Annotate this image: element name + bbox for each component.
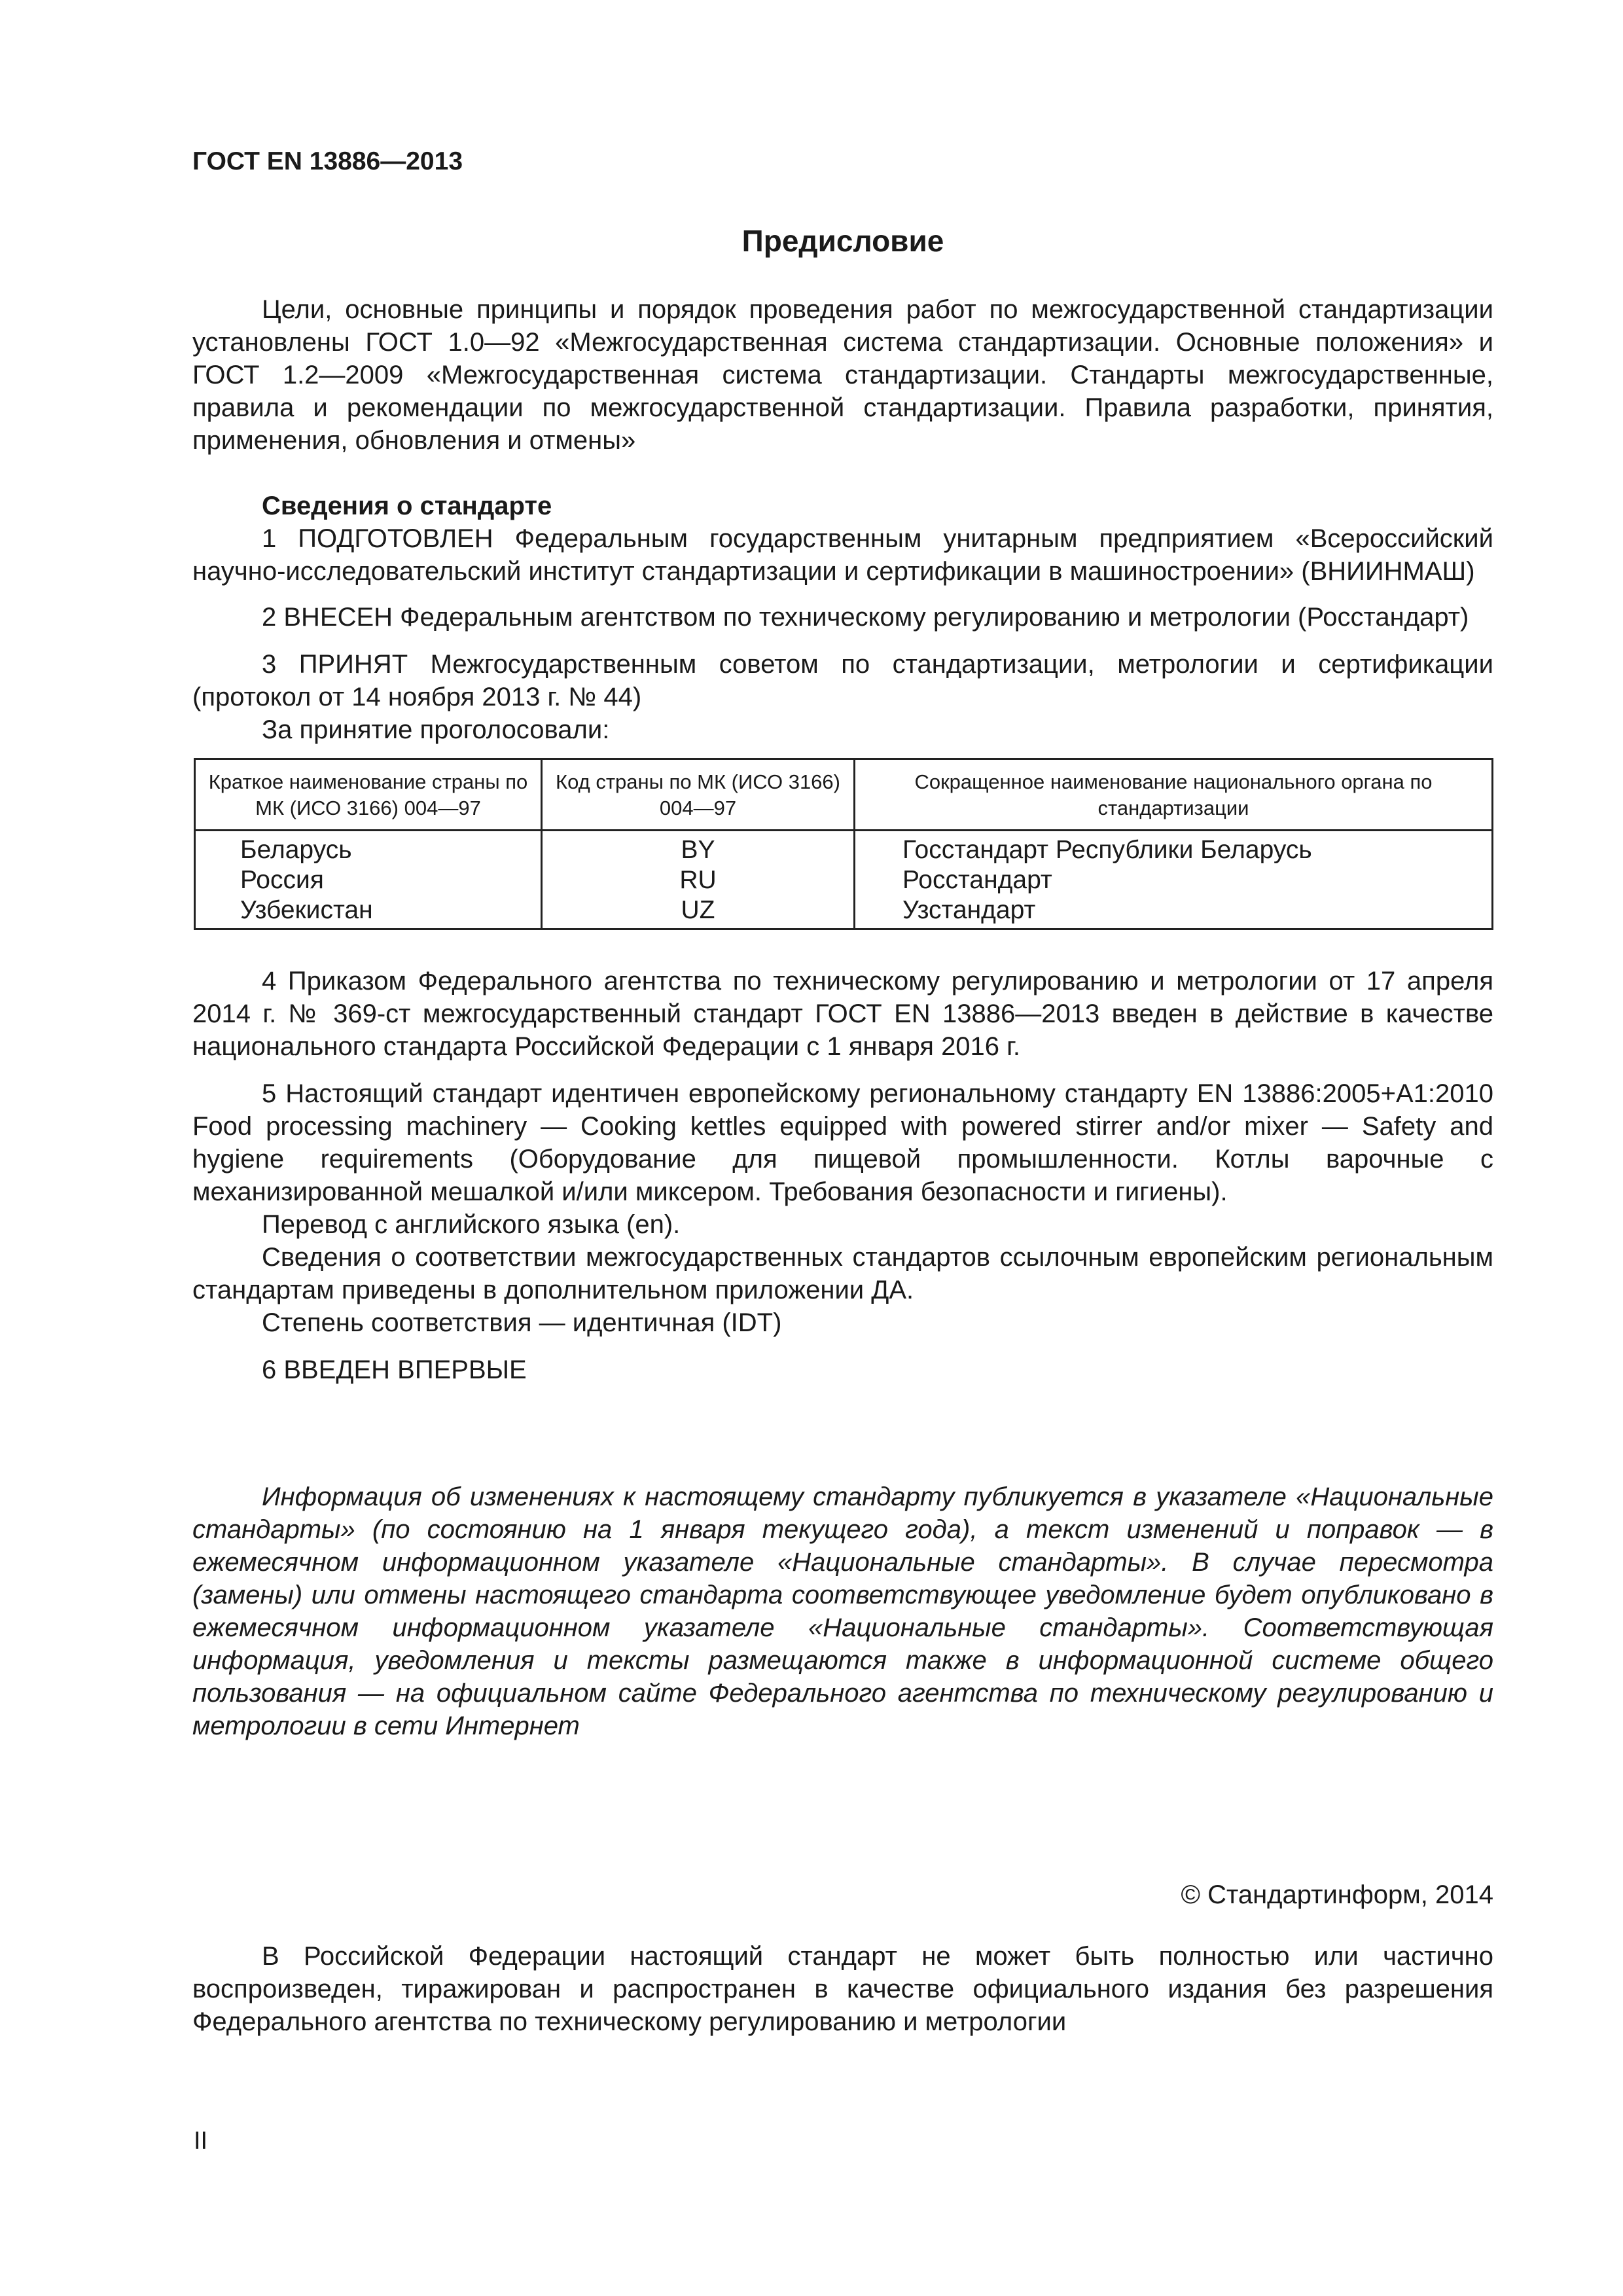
conformity-info: Сведения о соответствии межгосударственных стандартов ссылочным европейским региональным стандартам приведены в дополнительном приложении ДА. bbox=[192, 1243, 1493, 1304]
table-row bbox=[195, 865, 1493, 895]
standard-info-section bbox=[192, 490, 1493, 588]
country-code: UZ bbox=[542, 895, 855, 929]
table-header-country: Краткое наименование страны по МК (ИСО 3166) 004—97 bbox=[195, 759, 542, 831]
table-header-body: Сокращенное наименование национального органа по стандартизации bbox=[855, 759, 1493, 831]
standards-body: Госстандарт Республики Беларусь bbox=[855, 835, 1493, 865]
country-code: RU bbox=[542, 865, 855, 895]
info-item-3: 3 ПРИНЯТ Межгосударственным советом по стандартизации, метрологии и сертификации (протокол от 14 ноября 2013 г. № 44) bbox=[192, 650, 1493, 711]
rights-notice-text: В Российской Федерации настоящий стандарт не может быть полностью или частично воспроизведен, тиражирован и распространен в качестве официального издания без разрешения Федерального агентства по техническому регулированию и метрологии bbox=[192, 1942, 1493, 2036]
country-name: Россия bbox=[195, 865, 542, 895]
amendments-notice bbox=[192, 1480, 1493, 1742]
table-row bbox=[195, 895, 1493, 929]
info-item-6-block bbox=[192, 1354, 1493, 1386]
info-item-1: 1 ПОДГОТОВЛЕН Федеральным государственным унитарным предприятием «Всероссийский научно-исследовательский институт стандартизации и сертификации в машиностроении» (ВНИИНМАШ) bbox=[192, 524, 1493, 586]
voted-label: За принятие проголосовали: bbox=[262, 715, 610, 744]
info-heading: Сведения о стандарте bbox=[262, 492, 552, 520]
info-item-2: 2 ВНЕСЕН Федеральным агентством по техническому регулированию и метрологии (Росстандарт) bbox=[262, 603, 1469, 632]
info-item-5-block bbox=[192, 1077, 1493, 1339]
table-header-code: Код страны по МК (ИСО 3166) 004—97 bbox=[542, 759, 855, 831]
document-id: ГОСТ EN 13886—2013 bbox=[192, 147, 463, 175]
page-number: II bbox=[194, 2127, 208, 2155]
country-name: Узбекистан bbox=[195, 895, 542, 929]
table-row bbox=[195, 835, 1493, 865]
info-item-4-block bbox=[192, 965, 1493, 1063]
conformity-degree: Степень соответствия — идентичная (IDT) bbox=[262, 1308, 782, 1337]
rights-notice bbox=[192, 1940, 1493, 2038]
copyright-line: © Стандартинформ, 2014 bbox=[1181, 1880, 1493, 1909]
voting-countries-table bbox=[194, 758, 1493, 930]
translation-note: Перевод с английского языка (en). bbox=[262, 1210, 681, 1239]
intro-section bbox=[192, 293, 1493, 457]
info-item-6: 6 ВВЕДЕН ВПЕРВЫЕ bbox=[262, 1355, 527, 1384]
info-item-5: 5 Настоящий стандарт идентичен европейскому региональному стандарту EN 13886:2005+A1:2010 Food processing machinery — Cooking kettles equipped with powered stirrer and/or mixer — Safety and hygiene requirements (Оборудование для пищевой промышленности. Котлы варочные с механизированной мешалкой и/или миксером. Требования безопасности и гигиены). bbox=[192, 1079, 1493, 1206]
standards-body: Росстандарт bbox=[855, 865, 1493, 895]
table-header-row bbox=[195, 759, 1493, 831]
country-code: BY bbox=[542, 835, 855, 865]
amendments-notice-text: Информация об изменениях к настоящему стандарту публикуется в указателе «Национальные стандарты» (по состоянию на 1 января текущего года), а текст изменений и поправок — в ежемесячном информационном указателе «Национальные стандарты». В случае пересмотра (замены) или отмены настоящего стандарта соответствующее уведомление будет опубликовано в ежемесячном информационном указателе «Национальные стандарты». Соответствующая информация, уведомления и тексты размещаются также в информационной системе общего пользования — на официальном сайте Федерального агентства по техническому регулированию и метрологии в сети Интернет bbox=[192, 1482, 1493, 1740]
info-item-3-block bbox=[192, 648, 1493, 746]
info-item-2-block bbox=[192, 601, 1493, 634]
standards-body: Узстандарт bbox=[855, 895, 1493, 929]
intro-paragraph: Цели, основные принципы и порядок проведения работ по межгосударственной стандартизации установлены ГОСТ 1.0—92 «Межгосударственная система стандартизации. Основные положения» и ГОСТ 1.2—2009 «Межгосударственная система стандартизации. Стандарты межгосударственные, правила и рекомендации по межгосударственной стандартизации. Правила разработки, принятия, применения, обновления и отмены» bbox=[192, 295, 1493, 455]
info-item-4: 4 Приказом Федерального агентства по техническому регулированию и метрологии от 17 апреля 2014 г. № 369-ст межгосударственный стандарт ГОСТ EN 13886—2013 введен в действие в качестве национального стандарта Российской Федерации с 1 января 2016 г. bbox=[192, 967, 1493, 1061]
country-name: Беларусь bbox=[195, 835, 542, 865]
page-title: Предисловие bbox=[741, 224, 944, 258]
